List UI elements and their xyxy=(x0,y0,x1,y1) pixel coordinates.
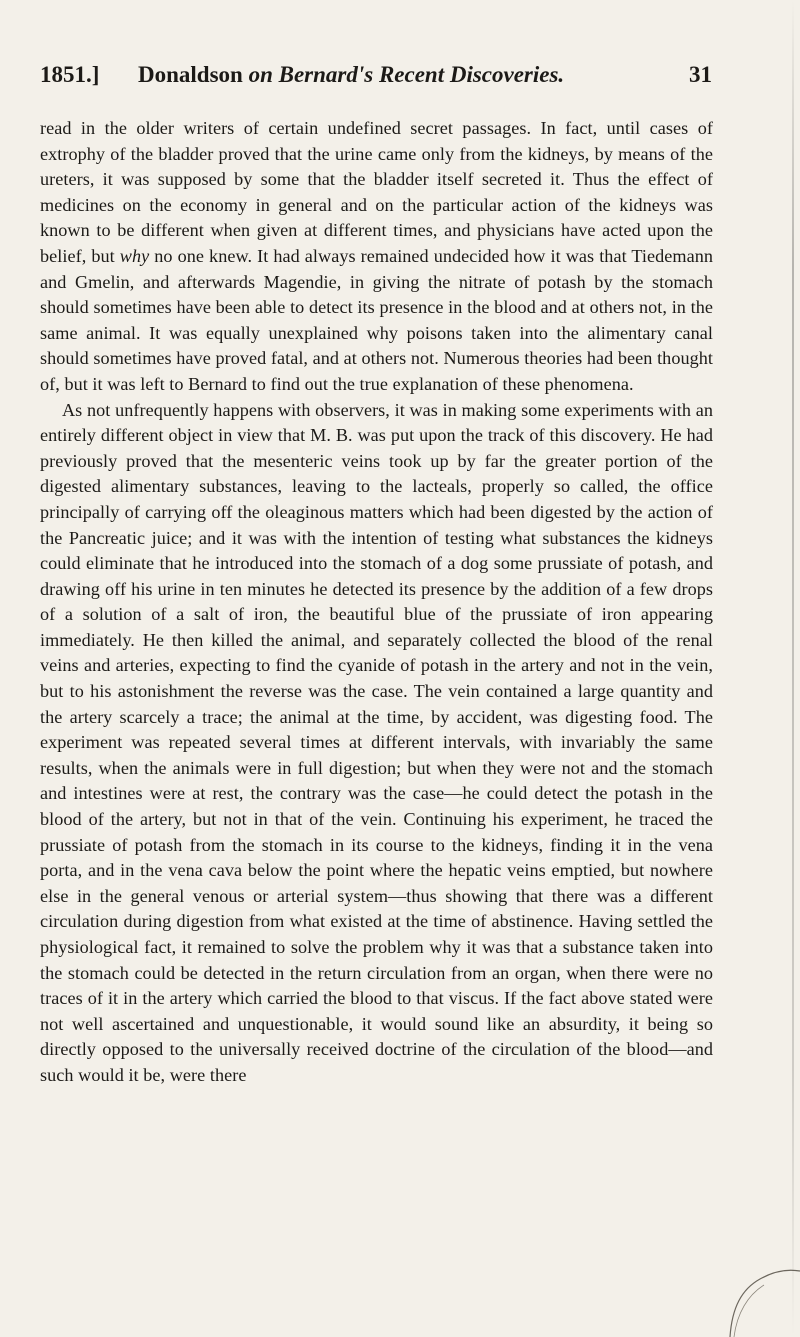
running-header xyxy=(40,62,712,98)
header-on: on xyxy=(242,62,279,87)
paragraph-2: As not unfrequently happens with observers, it was in making some experiments with an entirely different object in view that M. B. was put upon the track of this discovery. He had previously proved that the mesenteric veins took up by far the greater portion of the digested alimentary substances, leaving to the lacteals, properly so called, the office principally of carrying off the oleaginous matters which had been digested by the action of the Pancreatic juice; and it was with the intention of testing what substances the kidneys could eliminate that he introduced into the stomach of a dog some prussiate of potash, and drawing off his urine in ten minutes he detected its presence by the addition of a few drops of a solution of a salt of iron, the beautiful blue of the prussiate of iron appearing immediately. He then killed the animal, and separately collected the blood of the renal veins and arteries, expecting to find the cyanide of potash in the artery and not in the vein, but to his astonishment the reverse was the case. The vein contained a large quantity and the artery scarcely a trace; the animal at the time, by accident, was digesting food. The experiment was repeated several times at different intervals, with invariably the same results, when the animals were in full digestion; but when they were not and the stomach and intestines were at rest, the contrary was the case—he could detect the potash in the blood of the artery, but not in that of the vein. Continuing his experiment, he traced the prussiate of potash from the stomach in its course to the kidneys, finding it in the vena porta, and in the vena cava below the point where the hepatic veins emptied, but nowhere else in the general venous or arterial system—thus showing that there was a different circulation during digestion from what existed at the time of abstinence. Having settled the physiological fact, it remained to solve the problem why it was that a substance taken into the stomach could be detected in the return circulation from an organ, when there were no traces of it in the artery which carried the blood to that viscus. If the fact above stated were not well ascertained and unquestionable, it would sound like an absurdity, it being so directly opposed to the universally received doctrine of the circulation of the blood—and such would it be, were there xyxy=(40,399,713,1085)
paragraph-1-emphasis: why xyxy=(119,245,150,266)
paragraph-1 xyxy=(40,116,713,398)
page-number: 31 xyxy=(689,62,712,87)
paragraph-1-part-1: read in the older writers of certain undefined secret passages. In fact, until cases of extrophy of the bladder proved that the urine came only from the kidneys, by means of the ureters, it was supposed by some that the bladder itself secreted it. Thus the effect of medicines on the economy in general and on the particular action of the kidneys was known to be different when given at different times, and physicians have acted upon the belief, but xyxy=(40,118,713,266)
paragraph-1-part-2: no one knew. It had always remained undecided how it was that Tiedemann and Gmelin, and afterwards Magendie, in giving the nitrate of potash by the stomach should sometimes have been able to detect its presence in the blood and at others not, in the same animal. It was equally unexplained why poisons taken into the alimentary canal should sometimes have proved fatal, and at others not. Numerous theories had been thought of, but it was left to Bernard to find out the true explanation of these phenomena. xyxy=(40,245,714,394)
header-title xyxy=(138,62,564,88)
header-year: 1851.] xyxy=(40,62,100,87)
header-author: Donaldson xyxy=(138,62,243,87)
body-text xyxy=(40,116,713,1089)
page-edge-shadow xyxy=(792,0,794,1337)
header-work-title: Bernard's Recent Discoveries. xyxy=(278,62,565,87)
page-corner-curl xyxy=(690,1227,800,1337)
